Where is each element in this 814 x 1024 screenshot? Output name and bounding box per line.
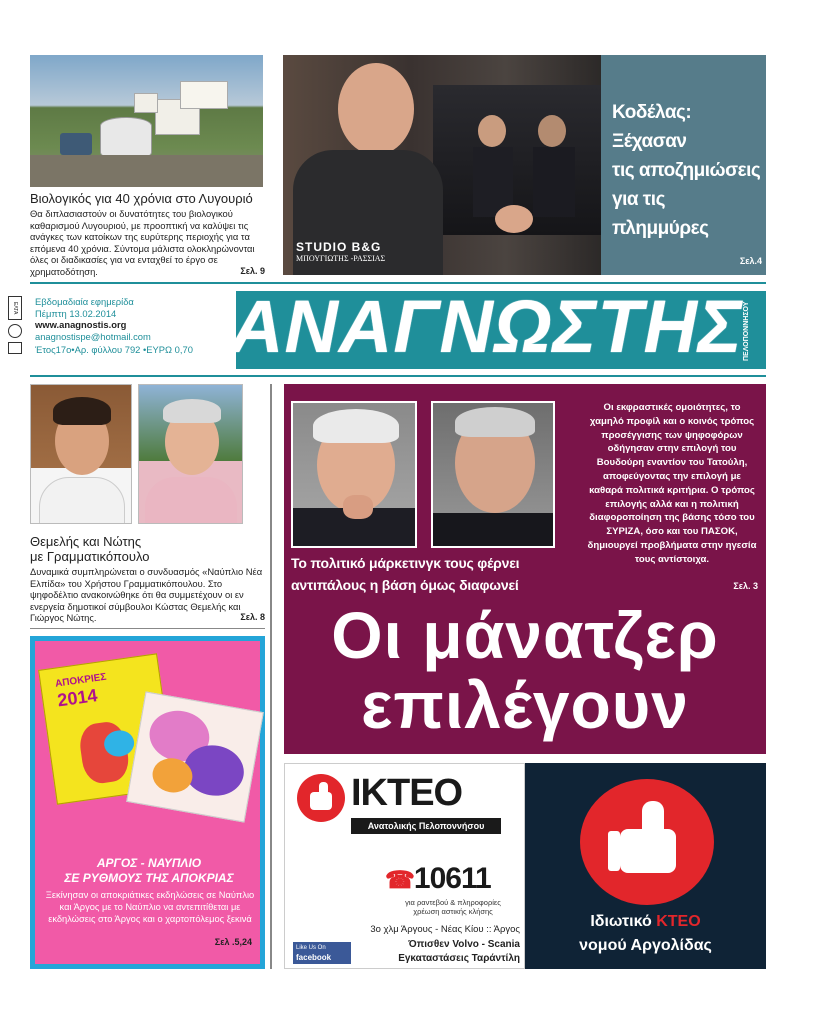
website-link[interactable]: www.anagnostis.org: [35, 319, 127, 330]
column-divider: [270, 384, 272, 969]
divider: [30, 628, 265, 629]
paper-type: Εβδομαδιαία εφημερίδα: [35, 296, 134, 307]
kteo-phone-note: για ραντεβού & πληροφορίες χρέωση αστικής κλήσης: [405, 898, 501, 916]
facebook-button[interactable]: Like Us On facebook: [293, 942, 351, 964]
themelis-page-ref: Σελ. 8: [240, 612, 265, 622]
portrait-voudouris: [431, 401, 555, 548]
thumbs-up-large-icon: [580, 779, 714, 905]
kteo-ad-left: [284, 763, 525, 969]
carnival-pattern: [126, 691, 264, 822]
main-story-text: Οι εκφραστικές ομοιότητες, το χαμηλό προφίλ και ο κοινός τρόπος προσέγγισης των ψηφοφόρων οδήγησαν στην επιλογή του Βουδούρη εναντίον του Τατούλη, αποφεύγοντας την επιλογή με καθαρά πολιτικά κριτήρια. Ο τρόπος επιλογής αλλά και η πολιτική διαφοροποίηση της βάσης τόσο του ΣΥΡΙΖΑ, όσο και του ΠΑΣΟΚ, δημιουργεί προβλήματα στην ηγεσία τους αντίστοιχα.: [587, 402, 757, 565]
photo-credit-names: ΜΠΟΥΓΙΩΤΗΣ -ΡΑΣΣΙΑΣ: [296, 254, 386, 263]
themelis-headline: Θεμελής και Νώτης με Γραμματικόπουλο: [30, 534, 150, 564]
masthead-title: ΑΝΑΓΝΩΣΤΗΣ: [230, 285, 743, 368]
sewage-plant-photo: [30, 55, 263, 187]
sewage-headline: Βιολογικός για 40 χρόνια στο Λυγουριό: [30, 191, 253, 206]
portrait-tatoulis: [291, 401, 417, 548]
thumbs-up-icon: [297, 774, 345, 822]
kodelas-page-ref: Σελ.4: [739, 256, 762, 266]
portrait-themelis: [30, 384, 132, 524]
kteo-brand: ΙΚΤΕΟ: [351, 772, 463, 814]
email-link[interactable]: anagnostispe@hotmail.com: [35, 330, 151, 342]
main-caption: Το πολιτικό μάρκετινγκ τους φέρνει αντιπάλους η βάση όμως διαφωνεί: [291, 555, 520, 593]
main-headline: Οι μάνατζερ επιλέγουν: [331, 598, 719, 742]
masthead-info: [35, 296, 235, 356]
kteo-location: Όπισθεν Volvo - Scania Εγκαταστάσεις Ταράντίλη: [398, 939, 520, 964]
carnival-body: Ξεκίνησαν οι αποκριάτικες εκδηλώσεις σε Ναύπλιο και Άργος με το Ναύπλιο να αντεπιτίθεται με εκδηλώσεις στο Άργος και ο χαρτοπόλεμος ξεκινά: [45, 890, 255, 924]
issue-date: Πέμπτη 13.02.2014: [35, 307, 117, 319]
carnival-headline: ΑΡΓΟΣ - ΝΑΥΠΛΙΟ ΣΕ ΡΥΘΜΟΥΣ ΤΗΣ ΑΠΟΚΡΙΑΣ: [64, 856, 234, 885]
carnival-page-ref: Σελ .5,24: [214, 937, 252, 947]
kteo-address: 3ο χλμ Άργους - Νέας Κίου :: Άργος: [370, 924, 520, 935]
photo-credit: STUDIO B&G: [296, 240, 382, 254]
kteo-region: Ανατολικής Πελοποννήσου: [351, 818, 501, 834]
issue-number: Έτος17ο•Αρ. φύλλου 792 •ΕΥΡΩ 0,70: [35, 344, 193, 355]
themelis-body: Δυναμικά συμπληρώνεται ο συνδυασμός «Ναύπλιο Νέα Ελπίδα» του Χρήστου Γραμματικόπουλου. Στο ψηφοδέλτιο ανακοινώθηκε ότι θα συμμετέχουν οι εν ενεργεία δημοτικοί σύμβουλοι Κώστας Θεμελής και Γιώργος Νώτης.: [30, 566, 263, 623]
phone-icon: ☎: [385, 867, 414, 894]
elta-badge: ΕΛΤΑ: [8, 296, 24, 356]
main-page-ref: Σελ. 3: [733, 581, 758, 591]
portrait-notis: [138, 384, 243, 524]
kteo-right-line2: νομού Αργολίδας: [579, 937, 712, 954]
sewage-page-ref: Σελ. 9: [240, 266, 265, 276]
carnival-poster: ΑΠΟΚΡΙΕΣ 2014: [38, 653, 176, 804]
kteo-ad-right: [525, 763, 766, 969]
kteo-phone[interactable]: ☎10611: [385, 862, 491, 895]
kteo-right-line1: Ιδιωτικό ΚΤΕΟ: [590, 913, 701, 930]
masthead-bottom-rule: [30, 375, 766, 377]
sewage-body: Θα διπλασιαστούν οι δυνατότητες του βιολογικού καθαρισμού Λυγουριού, με προοπτική να καλύψει τις ανάγκες των κατοίκων της ευρύτερης περιοχής για τα επόμενα 40 χρόνια. Σύντομα μάλιστα ολοκληρώνονται όλες οι διαδικασίες για να ενταχθεί το έργο σε χρηματοδότηση.: [30, 208, 255, 277]
masthead-subtitle: ΠΕΛΟΠΟΝΝΗΣΟΥ: [743, 301, 750, 361]
kodelas-headline: Κοδέλας: Ξέχασαν τις αποζημιώσεις για τις πλημμύρες: [612, 102, 761, 239]
